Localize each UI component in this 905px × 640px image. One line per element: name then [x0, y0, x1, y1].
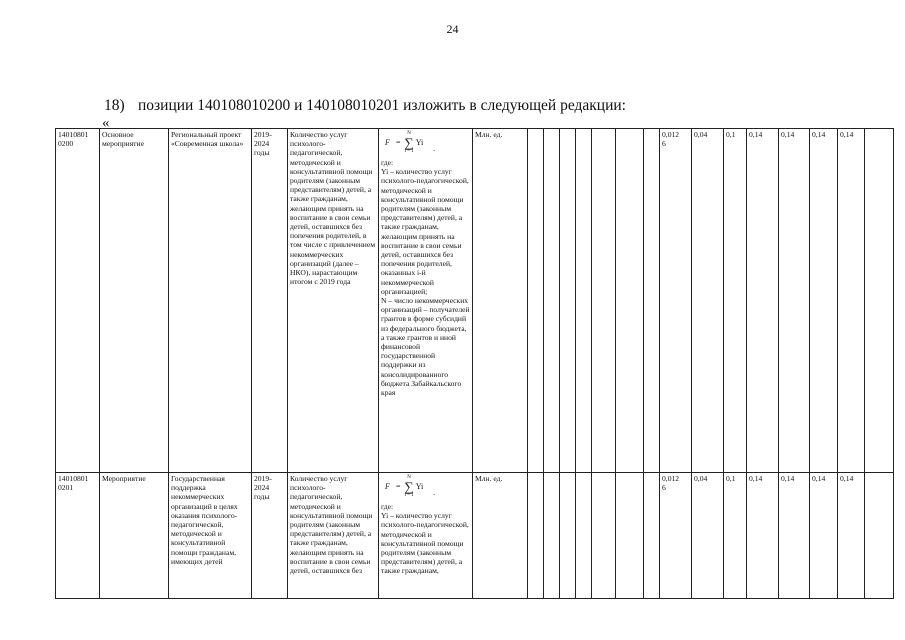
method-cell [379, 473, 473, 599]
value-cell: 0,14 [838, 129, 865, 473]
period-cell: 2019-2024 годы [252, 129, 288, 473]
value-cell: 0,14 [747, 129, 779, 473]
sum-lower: i = 1 [404, 149, 414, 154]
empty-cell [576, 473, 592, 599]
value-cell: 0,14 [838, 473, 865, 599]
section-heading [104, 97, 626, 115]
sum-upper: N [407, 131, 411, 136]
type-cell: Основное мероприятие [100, 129, 169, 473]
empty-cell [644, 129, 660, 473]
sum-symbol [404, 131, 413, 155]
unit-cell: Млн. ед. [473, 473, 528, 599]
empty-cell [576, 129, 592, 473]
value-cell: 0,14 [779, 129, 810, 473]
table-row [56, 129, 894, 473]
sum-symbol [404, 475, 413, 499]
method-text: где: Yi – количество услуг психолого-педагогической, методической и консультативной помощи родителям (законным представителям) детей, а также гражданам, [381, 502, 469, 576]
empty-cell [616, 129, 644, 473]
formula-f: F [385, 138, 390, 148]
table-row [56, 473, 894, 599]
indicator-cell: Количество услуг психолого-педагогической, методической и консультативной помощи родителям (законным представителям) детей, а также гражданам, желающим принять на воспитание в свои семьи детей, оставшихся без [288, 473, 379, 599]
empty-cell [592, 473, 616, 599]
method-text: где: Yi – количество услуг психолого-педагогической, методической и консультативной помощи родителям (законным представителям) детей, а также гражданам, желающим принять на воспитание в свои семьи детей, оставшихся без попечения родителей, оказанных i-й некоммерческой организацией; N – число некоммерческих организаций – получателей грантов в форме субсидий из федерального бюджета, а также грантов и иной финансовой государственной поддержки из консолидированного бюджета Забайкальского края [381, 158, 470, 398]
heading-text: позиции 140108010200 и 140108010201 изложить в следующей редакции: [138, 97, 626, 114]
value-cell: 0,14 [779, 473, 810, 599]
sigma-glyph: ∑ [404, 135, 414, 150]
empty-cell [592, 129, 616, 473]
heading-number: 18) [104, 97, 125, 114]
formula [381, 130, 470, 156]
empty-cell [865, 473, 894, 599]
unit-cell: Млн. ед. [473, 129, 528, 473]
formula-eq: = [395, 138, 401, 148]
empty-cell [560, 129, 576, 473]
value-cell: 0,012 6 [660, 129, 692, 473]
value-cell: 0,14 [810, 473, 838, 599]
formula-f: F [385, 482, 390, 492]
open-quote: « [102, 115, 110, 131]
sigma-glyph: ∑ [404, 479, 414, 494]
value-cell: 0,04 [692, 473, 724, 599]
formula-y: Yi [415, 138, 424, 148]
formula [381, 474, 470, 500]
code-cell: 14010801 0200 [56, 129, 100, 473]
value-cell: 0,14 [810, 129, 838, 473]
indicator-cell: Количество услуг психолого-педагогической, методической и консультативной помощи родителям (законным представителям) детей, а также гражданам, желающим принять на воспитание в свои семьи детей, оставшихся без попечения родителей, в том числе с привлечением некоммерческих организаций (далее – НКО), нарастающим итогом с 2019 года [288, 129, 379, 473]
value-cell: 0,14 [747, 473, 779, 599]
sum-upper: N [407, 475, 411, 480]
empty-cell [560, 473, 576, 599]
empty-cell [644, 473, 660, 599]
value-cell: 0,1 [724, 473, 747, 599]
formula-y: Yi [415, 482, 424, 492]
empty-cell [544, 129, 560, 473]
page-number: 24 [446, 22, 459, 36]
formula-eq: = [395, 482, 401, 492]
name-cell: Региональный проект «Современная школа» [169, 129, 252, 473]
formula-dot: . [433, 144, 436, 154]
positions-table [55, 128, 894, 599]
formula-dot: . [433, 488, 436, 498]
empty-cell [616, 473, 644, 599]
empty-cell [528, 473, 544, 599]
method-cell [379, 129, 473, 473]
sum-lower: i = 1 [404, 493, 414, 498]
code-cell: 14010801 0201 [56, 473, 100, 599]
name-cell: Государственная поддержка некоммерческих организаций в целях оказания психолого-педагогической, методической и консультативной помощи гражданам, имеющих детей [169, 473, 252, 599]
type-cell: Мероприятие [100, 473, 169, 599]
value-cell: 0,04 [692, 129, 724, 473]
empty-cell [865, 129, 894, 473]
value-cell: 0,1 [724, 129, 747, 473]
empty-cell [528, 129, 544, 473]
empty-cell [544, 473, 560, 599]
period-cell: 2019-2024 годы [252, 473, 288, 599]
value-cell: 0,012 6 [660, 473, 692, 599]
